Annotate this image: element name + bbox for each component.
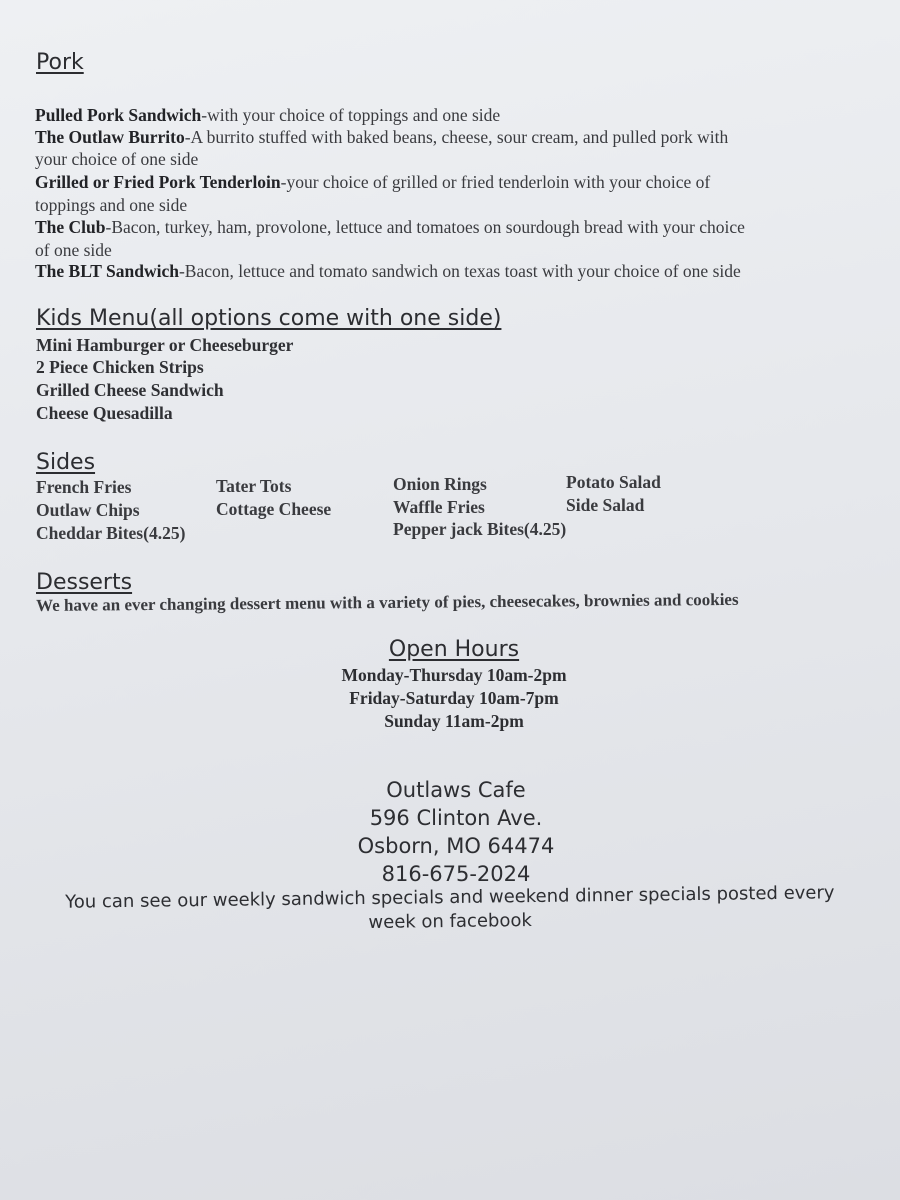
item-description: -Bacon, turkey, ham, provolone, lettuce and tomatoes on sourdough bread with your choice bbox=[105, 217, 745, 237]
side-item: Potato Salad bbox=[566, 472, 661, 492]
item-name: Pulled Pork Sandwich bbox=[35, 105, 202, 125]
pork-heading: Pork bbox=[36, 50, 84, 75]
kids-item: 2 Piece Chicken Strips bbox=[36, 357, 204, 377]
item-name: The Outlaw Burrito bbox=[35, 127, 185, 147]
kids-item: Mini Hamburger or Cheeseburger bbox=[36, 335, 294, 355]
sides-heading: Sides bbox=[36, 450, 96, 475]
item-name: The BLT Sandwich bbox=[35, 261, 179, 281]
kids-item: Grilled Cheese Sandwich bbox=[36, 380, 224, 400]
side-item: Tater Tots bbox=[216, 476, 292, 496]
side-item: Side Salad bbox=[566, 495, 645, 515]
hours-line: Monday-Thursday 10am-2pm bbox=[341, 665, 567, 685]
side-item: Cheddar Bites(4.25) bbox=[36, 523, 186, 543]
item-name: The Club bbox=[35, 217, 106, 237]
phone-number: 816-675-2024 bbox=[381, 862, 531, 886]
desserts-heading: Desserts bbox=[36, 570, 133, 595]
menu-item-outlaw-burrito bbox=[35, 126, 855, 149]
item-description: -A burrito stuffed with baked beans, cheese, sour cream, and pulled pork with bbox=[184, 127, 729, 147]
side-item: Onion Rings bbox=[393, 474, 487, 494]
side-item: Outlaw Chips bbox=[36, 500, 140, 520]
facebook-note-wrapper bbox=[0, 881, 900, 940]
menu-item-pork-tenderloin bbox=[35, 171, 855, 194]
desserts-description: We have an ever changing dessert menu with a variety of pies, cheesecakes, brownies and cookies bbox=[36, 589, 739, 615]
city-state-zip: Osborn, MO 64474 bbox=[357, 834, 555, 858]
menu-item-the-club bbox=[35, 216, 855, 239]
side-item: Cottage Cheese bbox=[216, 499, 332, 519]
side-item: Waffle Fries bbox=[393, 497, 485, 517]
side-item: French Fries bbox=[36, 477, 132, 497]
menu-item-outlaw-burrito-cont: your choice of one side bbox=[35, 149, 199, 169]
facebook-note: You can see our weekly sandwich specials and weekend dinner specials posted every week on facebook bbox=[65, 882, 835, 933]
kids-item: Cheese Quesadilla bbox=[36, 403, 173, 423]
hours-line: Sunday 11am-2pm bbox=[384, 711, 524, 731]
street-address: 596 Clinton Ave. bbox=[369, 806, 543, 830]
item-name: Grilled or Fried Pork Tenderloin bbox=[35, 172, 281, 192]
menu-item-blt bbox=[35, 260, 855, 283]
hours-line: Friday-Saturday 10am-7pm bbox=[349, 688, 559, 708]
kids-menu-heading: Kids Menu(all options come with one side) bbox=[36, 306, 502, 331]
item-description: -with your choice of toppings and one side bbox=[201, 105, 501, 125]
cafe-name: Outlaws Cafe bbox=[386, 778, 526, 802]
open-hours-heading: Open Hours bbox=[388, 637, 520, 662]
item-description: -Bacon, lettuce and tomato sandwich on texas toast with your choice of one side bbox=[178, 261, 741, 281]
menu-item-pork-tenderloin-cont: toppings and one side bbox=[35, 195, 188, 215]
menu-item-the-club-cont: of one side bbox=[35, 240, 112, 260]
side-item: Pepper jack Bites(4.25) bbox=[393, 519, 567, 539]
item-description: -your choice of grilled or fried tenderloin with your choice of bbox=[280, 172, 711, 192]
open-hours bbox=[4, 636, 900, 733]
menu-item-pulled-pork bbox=[35, 104, 855, 127]
contact-info bbox=[6, 776, 900, 888]
